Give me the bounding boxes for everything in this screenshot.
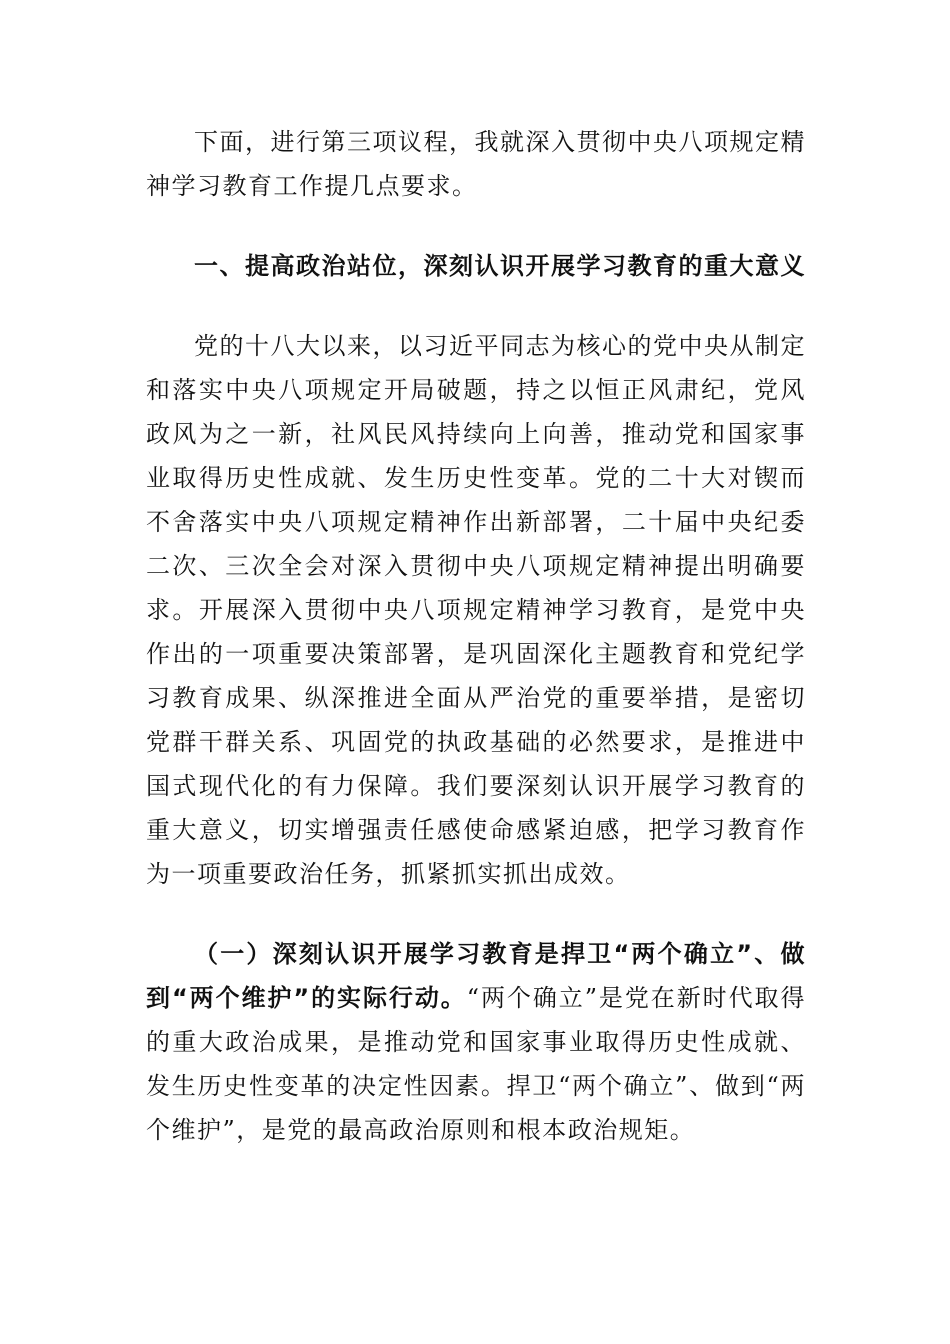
subsection-1-heading: （一）深刻认识开展学习教育是捍卫“两个确立”、做到“两个维护”的实际行动。 <box>146 940 806 1012</box>
subsection-1-paragraph <box>146 932 806 1152</box>
subsection-1-text: “两个确立”是党在新时代取得的重大政治成果，是推动党和国家事业取得历史性成就、发生历史性变革的决定性因素。捍卫“两个确立”、做到“两个维护”，是党的最高政治原则和根本政治规矩。 <box>146 984 806 1144</box>
intro-paragraph: 下面，进行第三项议程，我就深入贯彻中央八项规定精神学习教育工作提几点要求。 <box>146 128 806 200</box>
section-1-paragraph: 党的十八大以来，以习近平同志为核心的党中央从制定和落实中央八项规定开局破题，持之以恒正风肃纪，党风政风为之一新，社风民风持续向上向善，推动党和国家事业取得历史性成就、发生历史性变革。党的二十大对锲而不舍落实中央八项规定精神作出新部署，二十届中央纪委二次、三次全会对深入贯彻中央八项规定精神提出明确要求。开展深入贯彻中央八项规定精神学习教育，是党中央作出的一项重要决策部署，是巩固深化主题教育和党纪学习教育成果、纵深推进全面从严治党的重要举措，是密切党群干群关系、巩固党的执政基础的必然要求，是推进中国式现代化的有力保障。我们要深刻认识开展学习教育的重大意义，切实增强责任感使命感紧迫感，把学习教育作为一项重要政治任务，抓紧抓实抓出成效。 <box>146 332 806 888</box>
section-1-heading: 一、提高政治站位，深刻认识开展学习教育的重大意义 <box>194 252 806 280</box>
document-body <box>146 120 806 1152</box>
